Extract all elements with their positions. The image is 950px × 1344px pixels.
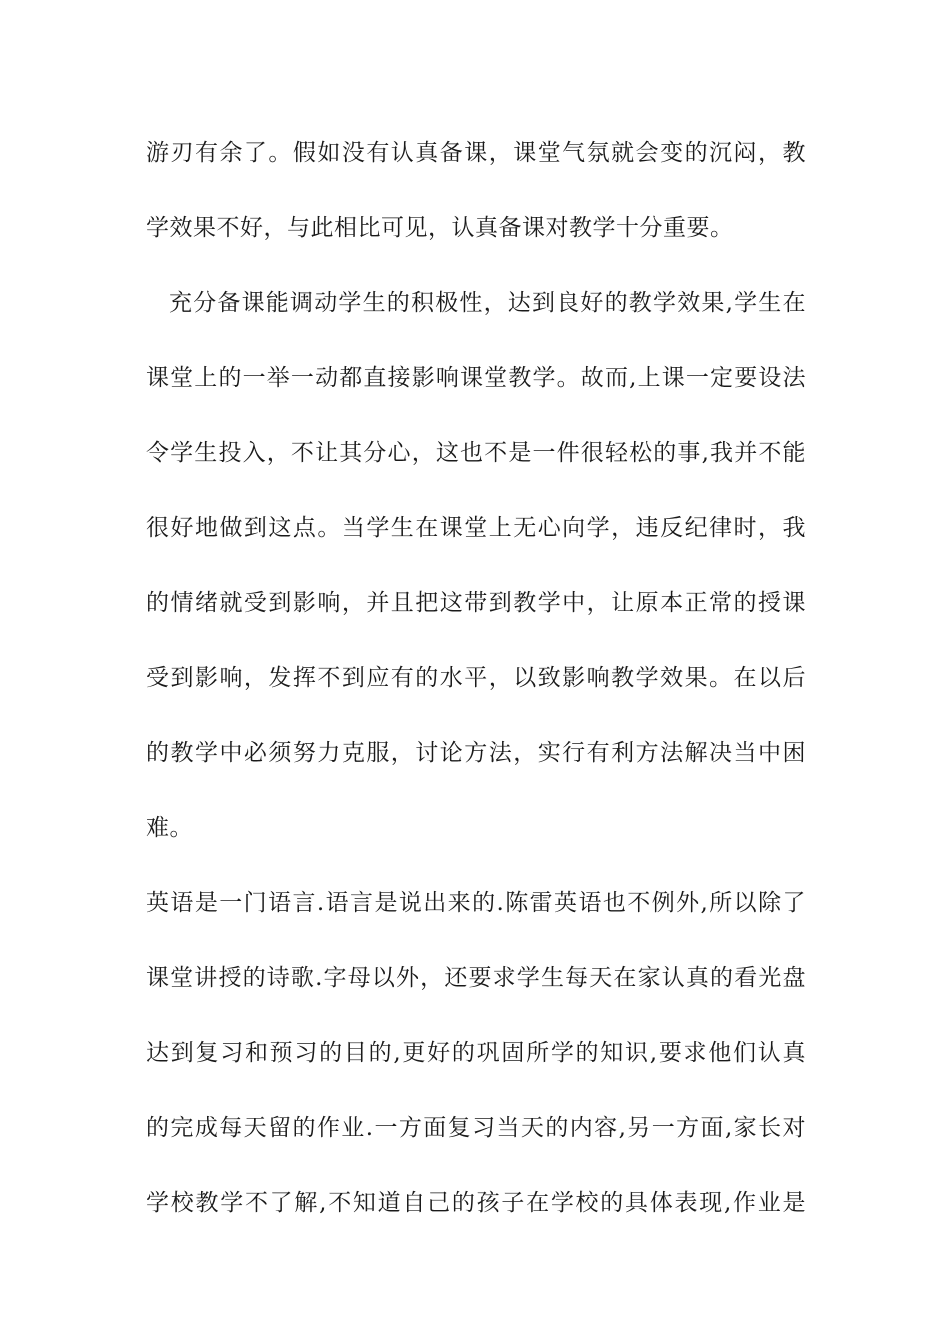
text-line: 充分备课能调动学生的积极性，达到良好的教学效果,学生在 xyxy=(169,290,806,316)
text-line: 游刃有余了。假如没有认真备课，课堂气氛就会变的沉闷，教 xyxy=(146,140,806,166)
text-line: 很好地做到这点。当学生在课堂上无心向学，违反纪律时，我 xyxy=(146,515,806,541)
text-line: 的情绪就受到影响，并且把这带到教学中，让原本正常的授课 xyxy=(146,590,806,616)
text-line: 学效果不好，与此相比可见，认真备课对教学十分重要。 xyxy=(146,215,734,241)
text-line: 的教学中必须努力克服，讨论方法，实行有利方法解决当中困 xyxy=(146,740,806,766)
text-line: 受到影响，发挥不到应有的水平，以致影响教学效果。在以后 xyxy=(146,665,806,691)
text-line: 令学生投入，不让其分心，这也不是一件很轻松的事,我并不能 xyxy=(146,440,806,466)
text-line: 难。 xyxy=(146,815,193,841)
text-line: 课堂讲授的诗歌.字母以外，还要求学生每天在家认真的看光盘 xyxy=(146,965,806,991)
text-line: 课堂上的一举一动都直接影响课堂教学。故而,上课一定要设法 xyxy=(146,365,806,391)
text-line: 学校教学不了解,不知道自己的孩子在学校的具体表现,作业是 xyxy=(146,1190,806,1216)
text-line: 英语是一门语言.语言是说出来的.陈雷英语也不例外,所以除了 xyxy=(146,890,806,916)
document-body xyxy=(146,131,806,1256)
text-line: 达到复习和预习的目的,更好的巩固所学的知识,要求他们认真 xyxy=(146,1040,806,1066)
text-line: 的完成每天留的作业.一方面复习当天的内容,另一方面,家长对 xyxy=(146,1115,806,1141)
